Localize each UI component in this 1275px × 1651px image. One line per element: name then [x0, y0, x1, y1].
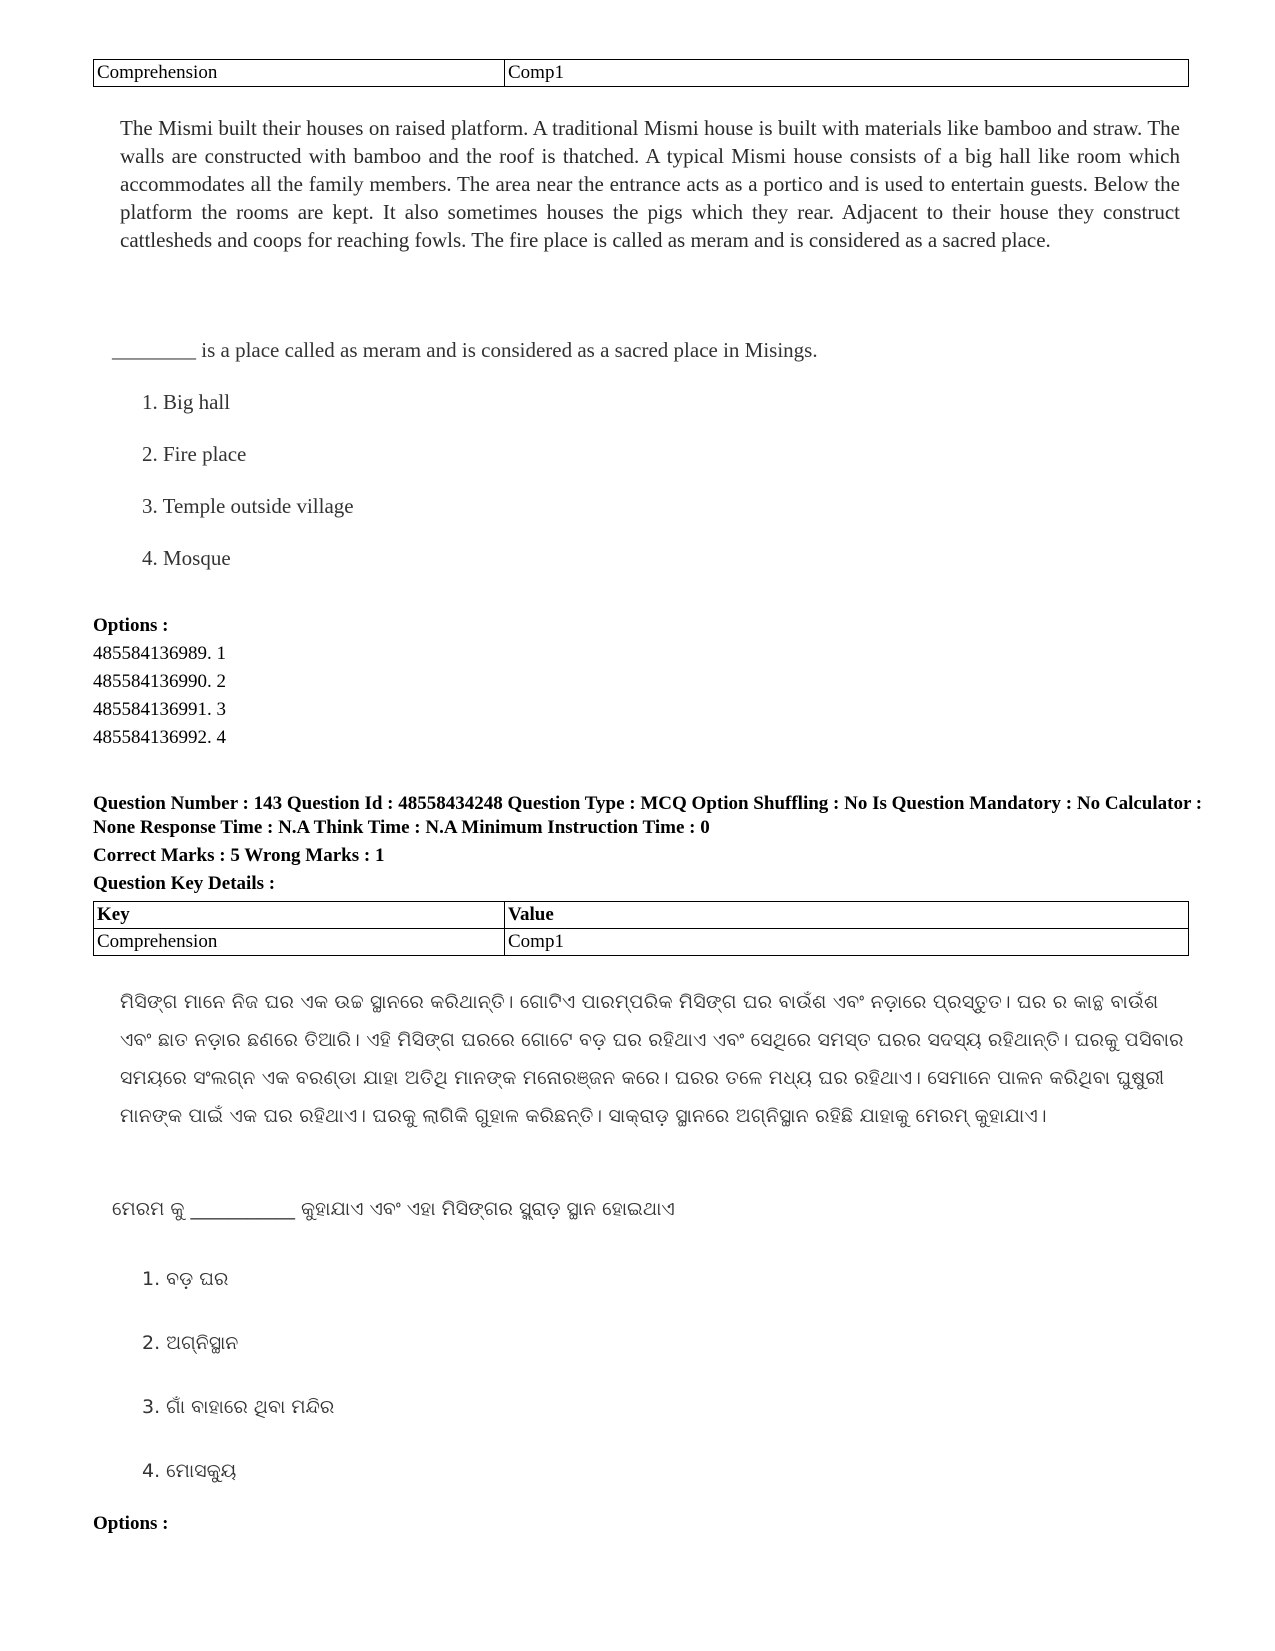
marks-line: Correct Marks : 5 Wrong Marks : 1	[93, 845, 385, 866]
table-header-key: Key	[94, 902, 505, 929]
table-row	[94, 929, 1189, 956]
question-option-odia-2: 2. ଅଗ୍ନିସ୍ଥାନ	[142, 1332, 239, 1354]
passage-odia: ମିସିଙ୍ଗ ମାନେ ନିଜ ଘର ଏକ ଉଚ୍ଚ ସ୍ଥାନରେ କରିଥାନ୍ତି। ଗୋଟିଏ ପାରମ୍ପରିକ ମିସିଙ୍ଗ ଘର ବାଉଁଶ ଏବଂ ନଡ଼ାରେ ପ୍ରସ୍ତୁତ। ଘର ର କାନ୍ଥ ବାଉଁଶ ଏବଂ ଛାତ ନଡ଼ାର ଛଣରେ ତିଆରି। ଏହି ମିସିଙ୍ଗ ଘରରେ ଗୋଟେ ବଡ଼ ଘର ରହିଥାଏ ଏବଂ ସେଥିରେ ସମସ୍ତ ଘରର ସଦସ୍ୟ ରହିଥାନ୍ତି। ଘରକୁ ପସିବାର ସମୟରେ ସଂଲଗ୍ନ ଏକ ବରଣ୍ଡା ଯାହା ଅତିଥି ମାନଙ୍କ ମନୋରଞ୍ଜନ କରେ। ଘରର ତଳେ ମଧ୍ୟ ଘର ରହିଥାଏ। ସେମାନେ ପାଳନ କରିଥିବା ଘୁଷୁରୀ ମାନଙ୍କ ପାଇଁ ଏକ ଘର ରହିଥାଏ। ଘରକୁ ଲାଗିକି ଗୁହାଳ କରିଛନ୍ତି। ସାକ୍ରାଡ଼ ସ୍ଥାନରେ ଅଗ୍ନିସ୍ଥାନ ରହିଛି ଯାହାକୁ ମେରମ୍ କୁହାଯାଏ।	[120, 991, 1184, 1127]
question-option-odia-4: 4. ମୋସକ୍ୟୁ	[142, 1460, 237, 1482]
option-id-4: 485584136992. 4	[93, 727, 226, 748]
table-cell-key: Comprehension	[94, 60, 505, 87]
option-id-2: 485584136990. 2	[93, 671, 226, 692]
key-details-label: Question Key Details :	[93, 873, 276, 894]
question-option-3: 3. Temple outside village	[142, 494, 354, 518]
option-id-3: 485584136991. 3	[93, 699, 226, 720]
question-odia: ମେରମ କୁ ___________ କୁହାଯାଏ ଏବଂ ଏହା ମିସିଙ୍ଗର ସ୍କ୍ରାଡ଼ ସ୍ଥାନ ହୋଇଥାଏ	[112, 1198, 675, 1220]
key-details-table	[93, 901, 1189, 956]
option-id-1: 485584136989. 1	[93, 643, 226, 664]
options-label: Options :	[93, 615, 169, 636]
question-option-2: 2. Fire place	[142, 442, 247, 466]
table-cell-key: Comprehension	[94, 929, 505, 956]
table-header-row	[94, 902, 1189, 929]
question-meta: Question Number : 143 Question Id : 48558434248 Question Type : MCQ Option Shuffling : No Is Question Mandatory : No Calculator : None Response Time : N.A Think Time : N.A Minimum Instruction Time : 0	[93, 793, 1203, 838]
table-header-value: Value	[505, 902, 1189, 929]
question-option-4: 4. Mosque	[142, 546, 231, 570]
comprehension-table-top	[93, 59, 1189, 87]
question-english: ________ is a place called as meram and is considered as a sacred place in Misings.	[112, 338, 818, 362]
table-row	[94, 60, 1189, 87]
question-option-1: 1. Big hall	[142, 390, 231, 414]
question-option-odia-1: 1. ବଡ଼ ଘର	[142, 1268, 229, 1290]
table-cell-value: Comp1	[505, 929, 1189, 956]
passage-english: The Mismi built their houses on raised platform. A traditional Mismi house is built with materials like bamboo and straw. The walls are constructed with bamboo and the roof is thatched. A typical Mismi house consists of a big hall like room which accommodates all the family members. The area near the entrance acts as a portico and is used to entertain guests. Below the platform the rooms are kept. It also sometimes houses the pigs which they rear. Adjacent to their house they construct cattlesheds and coops for reaching fowls. The fire place is called as meram and is considered as a sacred place.	[120, 116, 1180, 252]
options-label-2: Options :	[93, 1513, 169, 1534]
question-option-odia-3: 3. ଗାଁ ବାହାରେ ଥିବା ମନ୍ଦିର	[142, 1396, 335, 1418]
table-cell-value: Comp1	[505, 60, 1189, 87]
